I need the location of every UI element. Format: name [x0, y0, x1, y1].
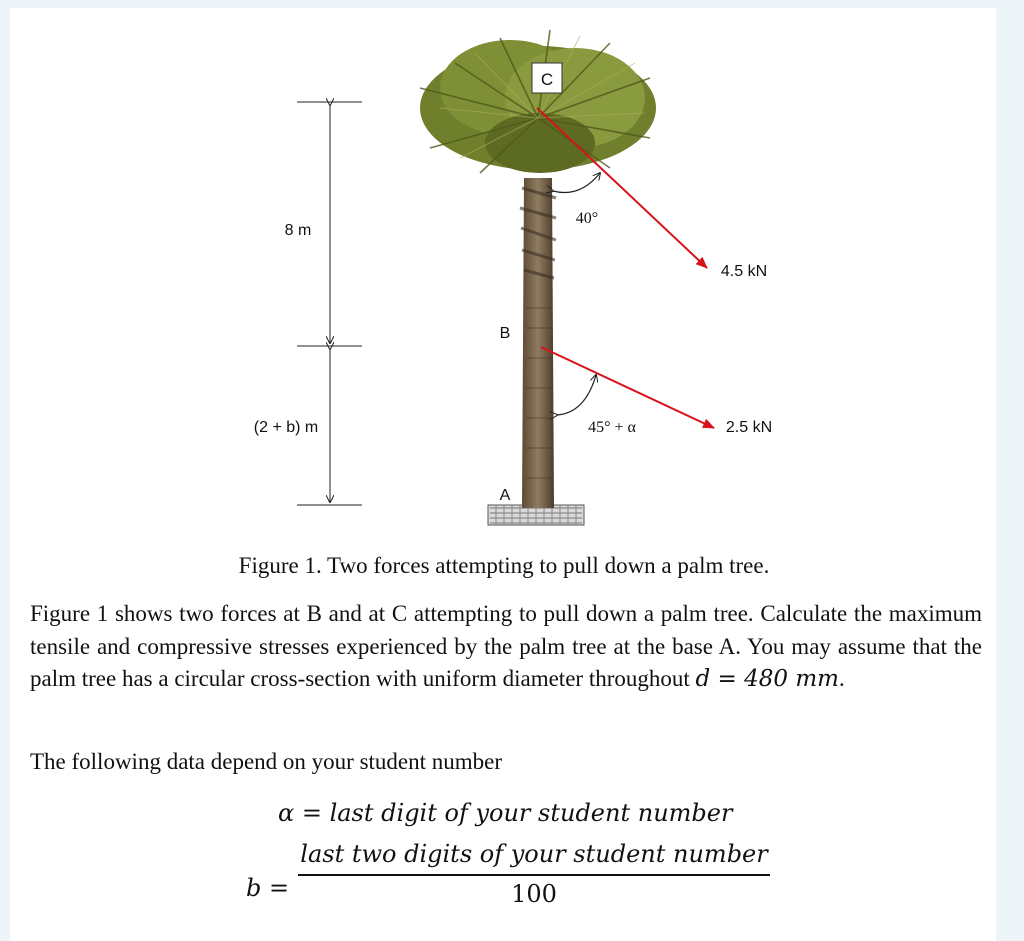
angle-arc-b	[557, 375, 596, 415]
diameter-expression: d = 480 mm	[695, 666, 839, 692]
dimension-lines	[297, 102, 362, 505]
b-denominator: 100	[511, 880, 557, 908]
b-numerator: last two digits of your student number	[300, 840, 768, 868]
data-intro: The following data depend on your student number	[30, 749, 503, 774]
angle-b-label: 45° + α	[588, 419, 636, 436]
force-c-label: 4.5 kN	[720, 263, 768, 280]
point-b-label: B	[499, 325, 511, 342]
force-b-label: 2.5 kN	[725, 419, 773, 436]
angle-c-label: 40°	[575, 210, 599, 227]
b-fraction	[298, 840, 770, 908]
palm-tree-figure	[10, 8, 996, 553]
alpha-equation: α = last digit of your student number	[278, 799, 733, 827]
problem-text-end: .	[838, 666, 845, 691]
problem-text: Figure 1 shows two forces at B and at C attempting to pull down a palm tree. Calculate the maximum tensile and compressive stresses experienced by the palm tree at the base A. You may assume that the palm tree has a circular cross-section with uniform diameter throughout	[30, 601, 982, 691]
fraction-bar	[298, 874, 770, 876]
angle-arc-c	[553, 173, 600, 193]
figure-caption: Figure 1. Two forces attempting to pull down a palm tree.	[238, 553, 770, 578]
b-equation-lhs: b =	[246, 874, 290, 902]
problem-paragraph	[30, 598, 982, 696]
dimension-lower-label: (2 + b) m	[253, 419, 319, 436]
force-arrow-b	[541, 347, 714, 428]
point-c-label: C	[540, 70, 554, 89]
palm-crown	[420, 30, 656, 173]
point-a-label: A	[499, 487, 511, 504]
dimension-upper-label: 8 m	[284, 222, 312, 239]
palm-trunk	[520, 178, 556, 508]
